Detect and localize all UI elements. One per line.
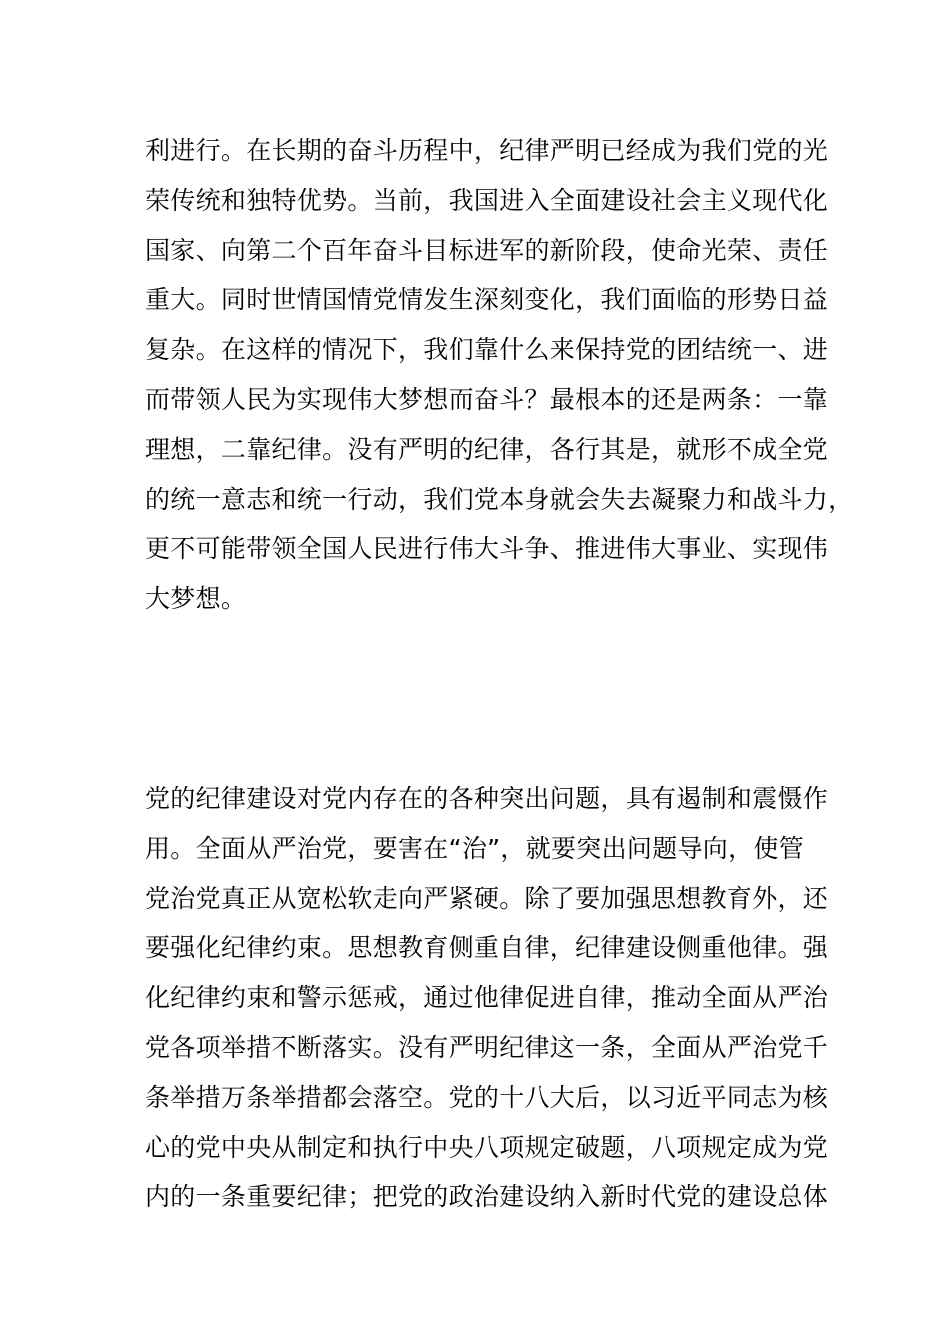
text-line: 化纪律约束和警示惩戒，通过他律促进自律，推动全面从严治 xyxy=(145,983,829,1013)
text-line: 党的纪律建设对党内存在的各种突出问题，具有遏制和震慑作 xyxy=(145,784,829,813)
text-line: 利进行。在长期的奋斗历程中，纪律严明已经成为我们党的光 xyxy=(145,136,829,165)
text-line: 用。全面从严治党，要害在“治”，就要突出问题导向，使管 xyxy=(145,833,805,863)
text-line: 复杂。在这样的情况下，我们靠什么来保持党的团结统一、进 xyxy=(145,335,829,365)
text-line: 理想，二靠纪律。没有严明的纪律，各行其是，就形不成全党 xyxy=(145,434,829,464)
text-line: 国家、向第二个百年奋斗目标进军的新阶段，使命光荣、责任 xyxy=(145,235,829,265)
text-line: 党治党真正从宽松软走向严紧硬。除了要加强思想教育外，还 xyxy=(145,883,829,913)
text-line: 大梦想。 xyxy=(145,584,247,614)
text-line: 要强化纪律约束。思想教育侧重自律，纪律建设侧重他律。强 xyxy=(145,933,829,963)
text-line: 更不可能带领全国人民进行伟大斗争、推进伟大事业、实现伟 xyxy=(145,534,829,564)
text-line: 的统一意志和统一行动，我们党本身就会失去凝聚力和战斗力， xyxy=(145,484,854,514)
text-line: 党各项举措不断落实。没有严明纪律这一条，全面从严治党千 xyxy=(145,1032,829,1062)
text-line: 条举措万条举措都会落空。党的十八大后，以习近平同志为核 xyxy=(145,1082,829,1112)
text-line: 内的一条重要纪律；把党的政治建设纳入新时代党的建设总体 xyxy=(145,1182,829,1212)
text-line: 而带领人民为实现伟大梦想而奋斗？最根本的还是两条：一靠 xyxy=(145,384,829,414)
text-line: 重大。同时世情国情党情发生深刻变化，我们面临的形势日益 xyxy=(145,285,829,315)
text-line: 荣传统和独特优势。当前，我国进入全面建设社会主义现代化 xyxy=(145,185,829,215)
text-line: 心的党中央从制定和执行中央八项规定破题，八项规定成为党 xyxy=(145,1132,829,1162)
paragraph-discipline-tradition xyxy=(145,126,854,624)
paragraph-discipline-building xyxy=(145,774,829,1222)
